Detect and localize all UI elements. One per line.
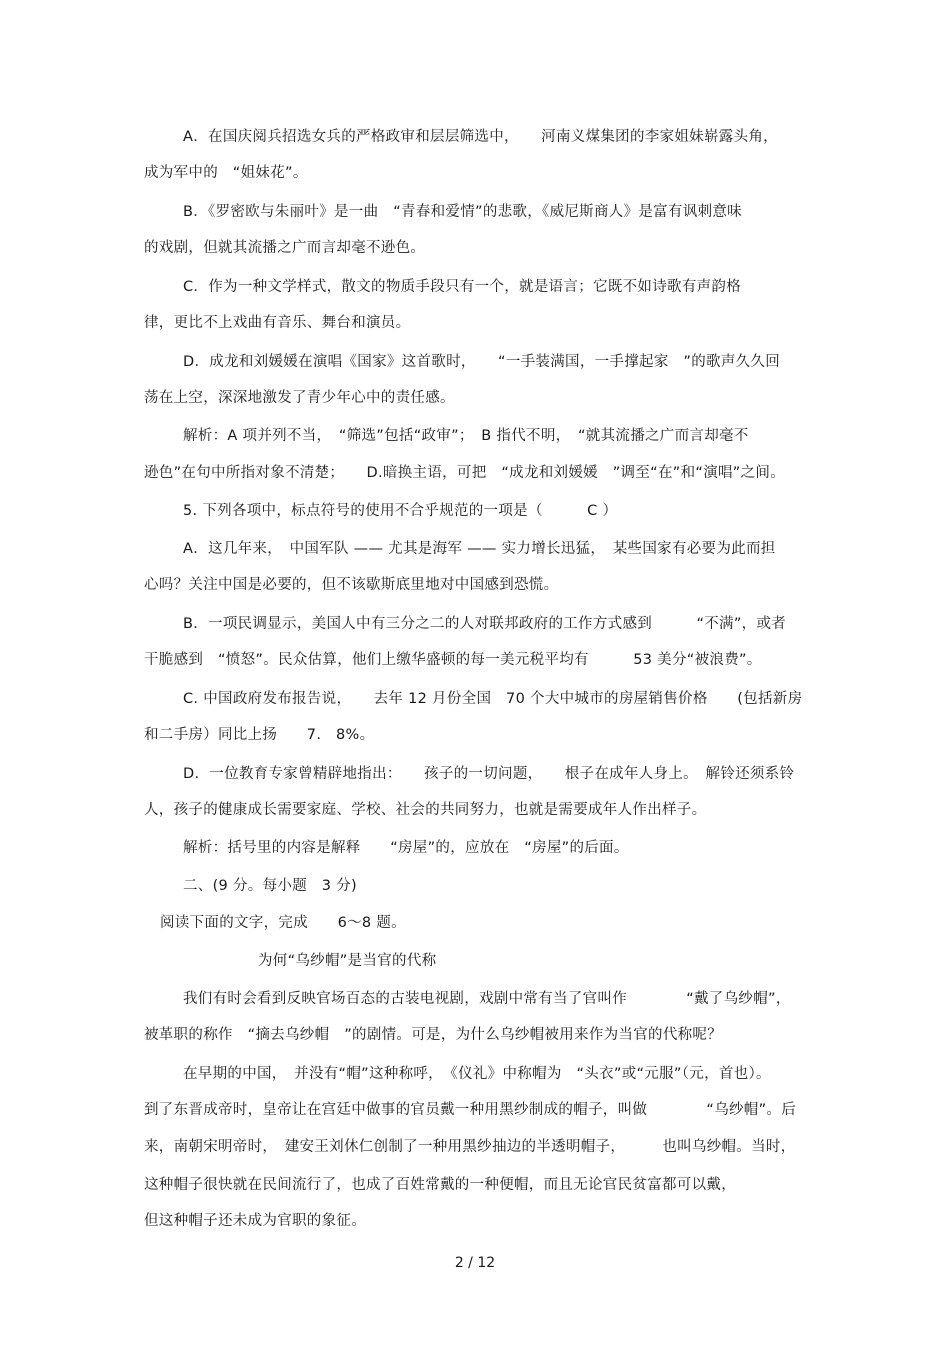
text-line: 来，南朝宋明帝时， 建安王刘休仁创制了一种用黑纱抽边的半透明帽子， 也叫乌纱帽。当时， bbox=[144, 1139, 796, 1155]
section-heading: 二、(9 分。每小题 3 分) bbox=[183, 878, 357, 894]
text-line: A．在国庆阅兵招选女兵的严格政审和层层筛选中， 河南义煤集团的李家姐妹崭露头角， bbox=[183, 129, 778, 145]
text-line: 成为军中的 “姐妹花”。 bbox=[144, 165, 308, 181]
analysis-line: 解析：A 项并列不当， “筛选”包括“政审”； B 指代不明， “就其流播之广而言却毫不 bbox=[183, 428, 749, 444]
text-line: 干脆感到 “愤怒”。民众估算，他们上缴华盛顿的每一美元税平均有 53 美分“被浪费”。 bbox=[144, 652, 762, 668]
text-line: B．一项民调显示，美国人中有三分之二的人对联邦政府的工作方式感到 “不满”，或者 bbox=[183, 616, 787, 632]
text-line: D．一位教育专家曾精辟地指出： 孩子的一切问题， 根子在成年人身上。 解铃还须系铃 bbox=[183, 766, 795, 782]
analysis-line: 逊色”在句中所指对象不清楚； D.暗换主语，可把 “成龙和刘媛媛 ”调至“在”和“演唱”之间。 bbox=[144, 465, 786, 481]
text-line: A．这几年来， 中国军队 —— 尤其是海军 —— 实力增长迅猛， 某些国家有必要为此而担 bbox=[183, 541, 776, 557]
text-line: 心吗？关注中国是必要的，但不该歇斯底里地对中国感到恐慌。 bbox=[144, 577, 559, 593]
question-line: 5. 下列各项中，标点符号的使用不合乎规范的一项是（ C ） bbox=[183, 503, 618, 519]
text-line: 到了东晋成帝时，皇帝让在宫廷中做事的官员戴一种用黑纱制成的帽子，叫做 “乌纱帽”。后 bbox=[144, 1102, 797, 1118]
text-line: D．成龙和刘媛媛在演唱《国家》这首歌时， “一手装满国，一手撑起家 ”的歌声久久回 bbox=[183, 354, 781, 370]
text-line: C．作为一种文学样式，散文的物质手段只有一个，就是语言；它既不如诗歌有声韵格 bbox=[183, 279, 742, 295]
text-line: C. 中国政府发布报告说， 去年 12 月份全国 70 个大中城市的房屋销售价格 (包括新房 bbox=[183, 691, 803, 707]
article-title: 为何“乌纱帽”是当官的代称 bbox=[258, 953, 437, 969]
text-line: 但这种帽子还未成为官职的象征。 bbox=[144, 1213, 366, 1229]
page-number: 2 / 12 bbox=[454, 1255, 496, 1271]
text-line: 阅读下面的文字，完成 6～8 题。 bbox=[160, 915, 406, 931]
text-line: 人，孩子的健康成长需要家庭、学校、社会的共同努力，也就是需要成年人作出样子。 bbox=[144, 802, 707, 818]
analysis-line: 解析：括号里的内容是解释 “房屋”的，应放在 “房屋”的后面。 bbox=[183, 840, 629, 856]
text-line: B．《罗密欧与朱丽叶》是一曲 “青春和爱情”的悲歌，《威尼斯商人》是富有讽刺意味 bbox=[183, 204, 742, 220]
text-line: 我们有时会看到反映官场百态的古装电视剧，戏剧中常有当了官叫作 “戴了乌纱帽”， bbox=[183, 991, 791, 1007]
text-line: 在早期的中国， 并没有“帽”这种称呼， 《仪礼》中称帽为 “头衣”或“元服”（元，首也）。 bbox=[183, 1066, 771, 1082]
text-line: 律，更比不上戏曲有音乐、舞台和演员。 bbox=[144, 315, 411, 331]
text-line: 被革职的称作 “摘去乌纱帽 ”的剧情。可是，为什么乌纱帽被用来作为当官的代称呢？ bbox=[144, 1027, 723, 1043]
text-line: 荡在上空，深深地激发了青少年心中的责任感。 bbox=[144, 390, 455, 406]
text-line: 的戏剧，但就其流播之广而言却毫不逊色。 bbox=[144, 240, 426, 256]
text-line: 和二手房）同比上扬 7. 8%。 bbox=[144, 727, 375, 743]
text-line: 这种帽子很快就在民间流行了，也成了百姓常戴的一种便帽，而且无论官民贫富都可以戴， bbox=[144, 1177, 736, 1193]
